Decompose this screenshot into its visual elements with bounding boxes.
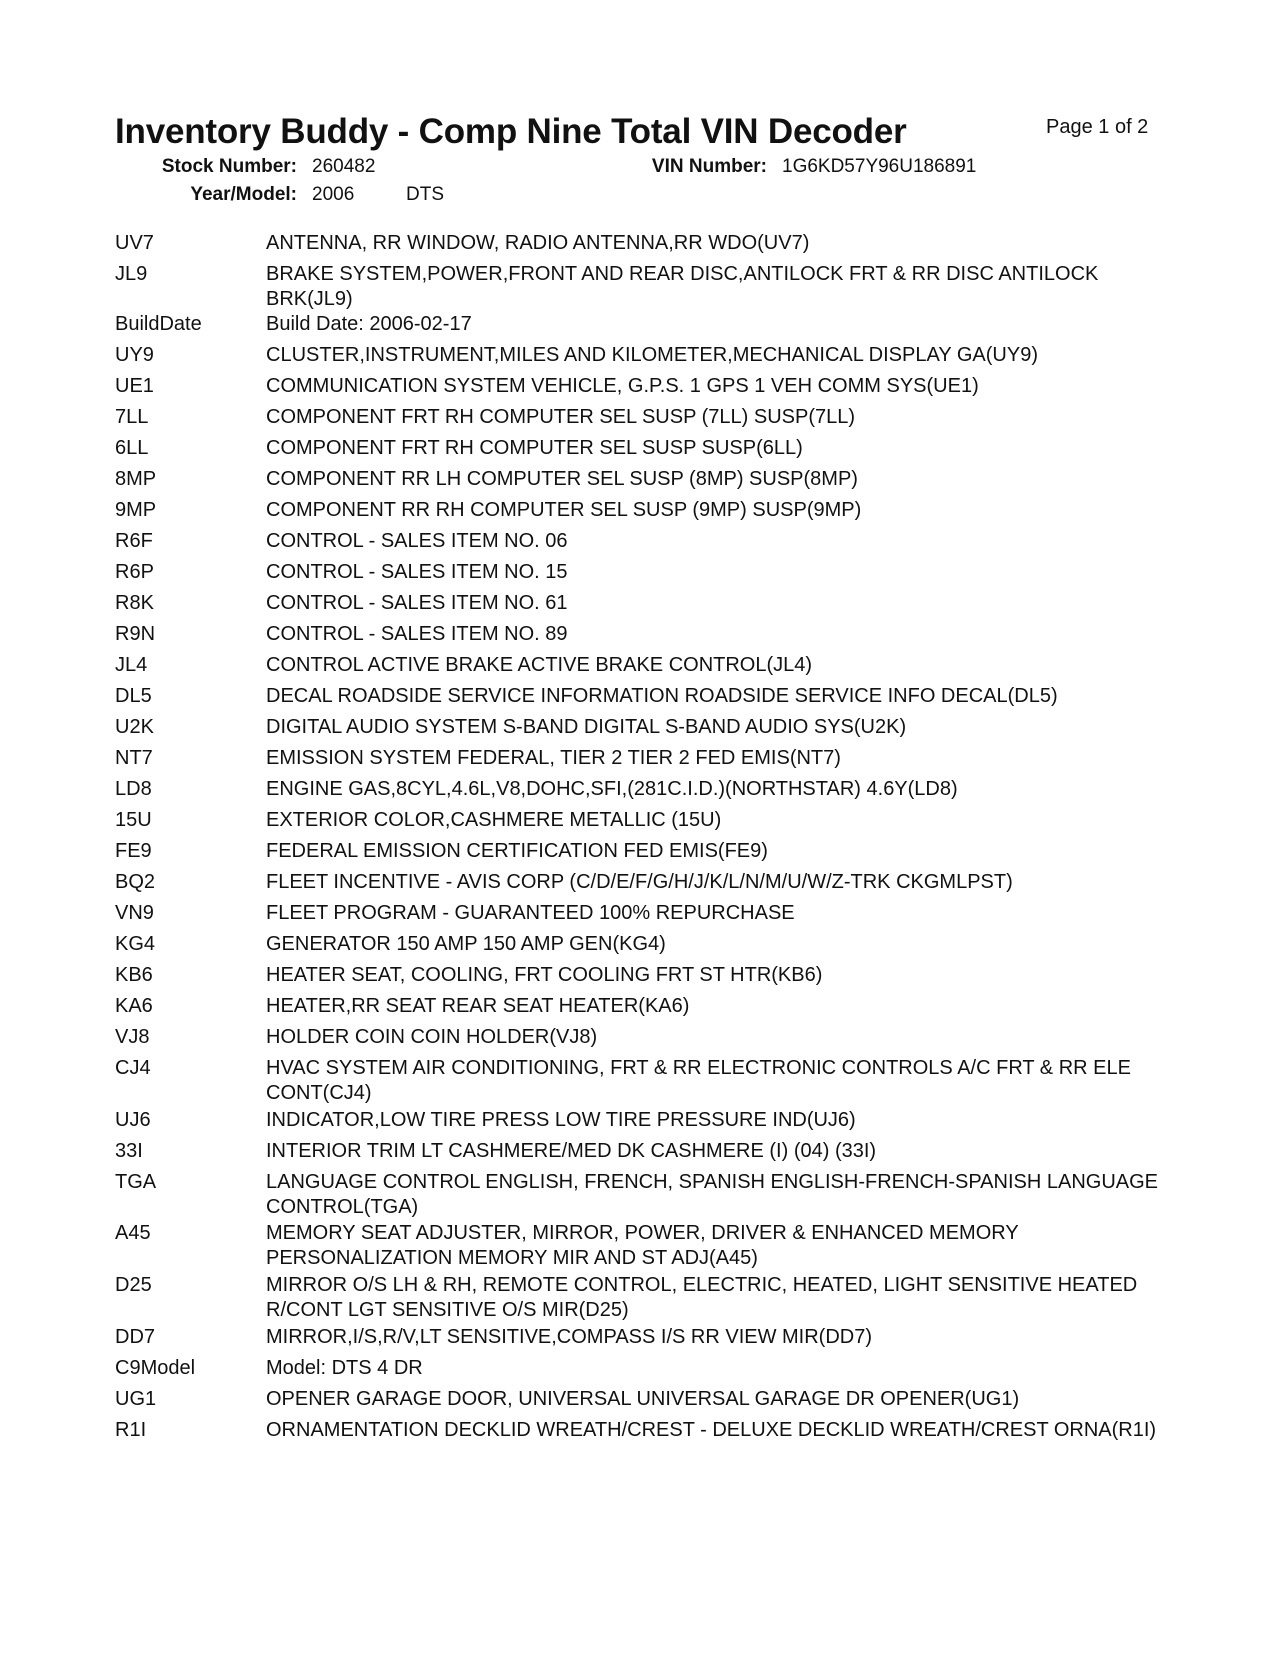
option-code: DL5 [115,685,152,707]
vin-number-value: 1G6KD57Y96U186891 [782,156,977,177]
option-row [115,1221,1166,1271]
option-description: MIRROR O/S LH & RH, REMOTE CONTROL, ELECTRIC, HEATED, LIGHT SENSITIVE HEATED R/CONT LGT SENSITIVE O/S MIR(D25) [266,1274,1138,1321]
option-description: COMPONENT RR RH COMPUTER SEL SUSP (9MP) SUSP(9MP) [266,499,862,521]
option-code: CJ4 [115,1057,151,1079]
option-row [115,777,1166,802]
option-description: CLUSTER,INSTRUMENT,MILES AND KILOMETER,MECHANICAL DISPLAY GA(UY9) [266,344,1039,366]
option-description: ORNAMENTATION DECKLID WREATH/CREST - DELUXE DECKLID WREATH/CREST ORNA(R1I) [266,1419,1157,1441]
option-row [115,374,1166,399]
option-row [115,1356,1166,1381]
option-code: KA6 [115,995,153,1017]
option-row [115,1387,1166,1412]
option-code: UJ6 [115,1109,151,1131]
option-code: VJ8 [115,1026,150,1048]
option-code: R9N [115,623,156,645]
option-code: BuildDate [115,313,202,335]
option-description: MIRROR,I/S,R/V,LT SENSITIVE,COMPASS I/S RR VIEW MIR(DD7) [266,1326,873,1348]
option-row [115,963,1166,988]
option-row [115,932,1166,957]
vin-number-label: VIN Number: [651,156,767,177]
option-description: MEMORY SEAT ADJUSTER, MIRROR, POWER, DRIVER & ENHANCED MEMORY PERSONALIZATION MEMORY MIR AND ST ADJ(A45) [266,1222,1019,1269]
option-description: ENGINE GAS,8CYL,4.6L,V8,DOHC,SFI,(281C.I.D.)(NORTHSTAR) 4.6Y(LD8) [266,778,958,800]
option-description: ANTENNA, RR WINDOW, RADIO ANTENNA,RR WDO(UV7) [266,232,810,254]
option-row [115,436,1166,461]
option-code: TGA [115,1171,157,1193]
option-row [115,1025,1166,1050]
option-description: FLEET PROGRAM - GUARANTEED 100% REPURCHASE [266,902,795,924]
option-row [115,529,1166,554]
option-row [115,1139,1166,1164]
option-code: 9MP [115,499,157,521]
option-description: DIGITAL AUDIO SYSTEM S-BAND DIGITAL S-BAND AUDIO SYS(U2K) [266,716,907,738]
option-description: CONTROL - SALES ITEM NO. 06 [266,530,568,552]
option-row [115,1325,1166,1350]
option-description: COMPONENT FRT RH COMPUTER SEL SUSP (7LL) SUSP(7LL) [266,406,856,428]
option-code: C9Model [115,1357,196,1379]
option-row [115,405,1166,430]
option-code: JL9 [115,263,148,285]
option-code: R8K [115,592,154,614]
option-row [115,231,1166,256]
option-row [115,901,1166,926]
option-row [115,994,1166,1019]
option-code: R6P [115,561,154,583]
option-row [115,498,1166,523]
year-value: 2006 [312,184,355,205]
option-code: 15U [115,809,152,831]
option-description: INDICATOR,LOW TIRE PRESS LOW TIRE PRESSURE IND(UJ6) [266,1109,856,1131]
option-description: COMPONENT FRT RH COMPUTER SEL SUSP SUSP(6LL) [266,437,803,459]
option-row [115,467,1166,492]
option-description: LANGUAGE CONTROL ENGLISH, FRENCH, SPANISH ENGLISH-FRENCH-SPANISH LANGUAGE CONTROL(TGA) [266,1171,1159,1218]
stock-number-value: 260482 [312,156,376,177]
option-code: DD7 [115,1326,156,1348]
option-description: BRAKE SYSTEM,POWER,FRONT AND REAR DISC,ANTILOCK FRT & RR DISC ANTILOCK BRK(JL9) [266,263,1099,310]
option-description: Build Date: 2006-02-17 [266,313,472,335]
option-description: GENERATOR 150 AMP 150 AMP GEN(KG4) [266,933,666,955]
option-code: R1I [115,1419,147,1441]
option-code: UE1 [115,375,154,397]
option-description: HEATER SEAT, COOLING, FRT COOLING FRT ST HTR(KB6) [266,964,823,986]
model-value: DTS [406,184,444,205]
option-code: 8MP [115,468,157,490]
stock-number-label: Stock Number: [161,156,297,177]
option-code: 33I [115,1140,143,1162]
option-row [115,839,1166,864]
option-code: BQ2 [115,871,156,893]
option-row [115,1273,1166,1323]
option-code: NT7 [115,747,153,769]
page-title: Inventory Buddy - Comp Nine Total VIN Decoder [115,112,907,151]
option-row [115,343,1166,368]
option-code: D25 [115,1274,152,1296]
option-row [115,560,1166,585]
option-code: R6F [115,530,153,552]
option-code: UG1 [115,1388,157,1410]
option-row [115,870,1166,895]
option-description: COMMUNICATION SYSTEM VEHICLE, G.P.S. 1 GPS 1 VEH COMM SYS(UE1) [266,375,979,397]
option-description: HOLDER COIN COIN HOLDER(VJ8) [266,1026,598,1048]
option-row [115,1056,1166,1106]
option-code: 7LL [115,406,149,428]
option-code: U2K [115,716,154,738]
option-description: FEDERAL EMISSION CERTIFICATION FED EMIS(FE9) [266,840,768,862]
option-description: COMPONENT RR LH COMPUTER SEL SUSP (8MP) SUSP(8MP) [266,468,858,490]
option-code: UY9 [115,344,154,366]
option-code: VN9 [115,902,154,924]
option-code: A45 [115,1222,151,1244]
option-row [115,1170,1166,1220]
option-row [115,591,1166,616]
option-code: KB6 [115,964,153,986]
option-description: HEATER,RR SEAT REAR SEAT HEATER(KA6) [266,995,690,1017]
option-code: KG4 [115,933,156,955]
option-row [115,715,1166,740]
option-row [115,622,1166,647]
option-description: CONTROL - SALES ITEM NO. 15 [266,561,568,583]
option-row [115,746,1166,771]
option-description: EXTERIOR COLOR,CASHMERE METALLIC (15U) [266,809,722,831]
option-description: CONTROL - SALES ITEM NO. 89 [266,623,568,645]
option-description: CONTROL ACTIVE BRAKE ACTIVE BRAKE CONTROL(JL4) [266,654,813,676]
option-description: EMISSION SYSTEM FEDERAL, TIER 2 TIER 2 FED EMIS(NT7) [266,747,841,769]
option-description: OPENER GARAGE DOOR, UNIVERSAL UNIVERSAL GARAGE DR OPENER(UG1) [266,1388,1020,1410]
option-row [115,1108,1166,1133]
option-row [115,262,1166,312]
option-code: JL4 [115,654,148,676]
option-description: Model: DTS 4 DR [266,1357,423,1379]
option-code: UV7 [115,232,154,254]
option-description: CONTROL - SALES ITEM NO. 61 [266,592,568,614]
option-description: DECAL ROADSIDE SERVICE INFORMATION ROADSIDE SERVICE INFO DECAL(DL5) [266,685,1058,707]
option-description: HVAC SYSTEM AIR CONDITIONING, FRT & RR ELECTRONIC CONTROLS A/C FRT & RR ELE CONT(CJ4) [266,1057,1131,1104]
option-description: FLEET INCENTIVE - AVIS CORP (C/D/E/F/G/H/J/K/L/N/M/U/W/Z-TRK CKGMLPST) [266,871,1013,893]
page-indicator: Page 1 of 2 [1046,116,1149,138]
option-code: FE9 [115,840,152,862]
option-row [115,684,1166,709]
option-code: LD8 [115,778,152,800]
year-model-label: Year/Model: [190,184,297,205]
option-code: 6LL [115,437,149,459]
option-row [115,1418,1166,1443]
option-row [115,312,1166,337]
option-row [115,653,1166,678]
option-row [115,808,1166,833]
option-description: INTERIOR TRIM LT CASHMERE/MED DK CASHMERE (I) (04) (33I) [266,1140,877,1162]
